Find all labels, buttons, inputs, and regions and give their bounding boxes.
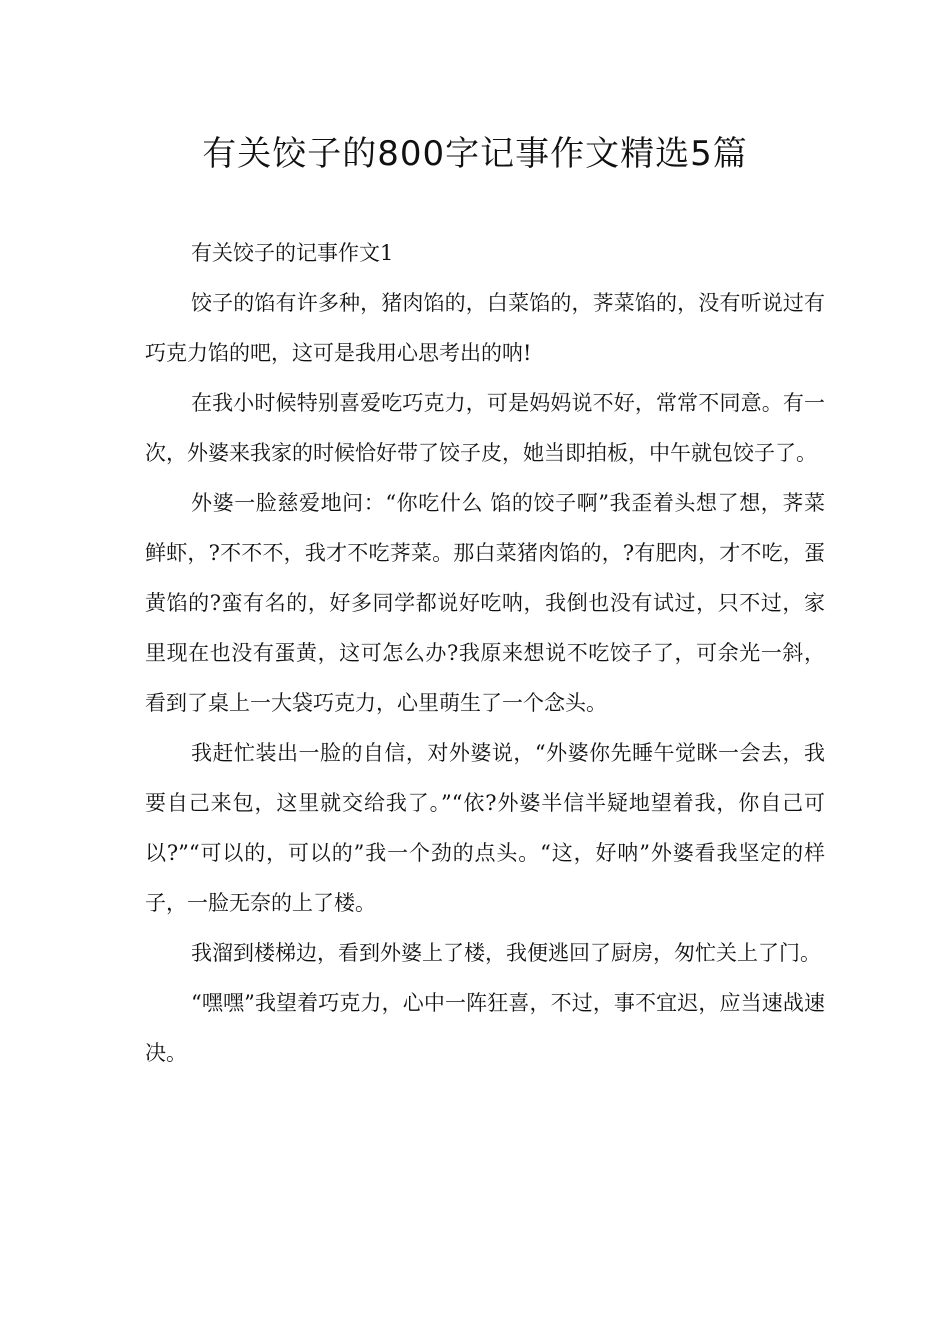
paragraph-5: 我溜到楼梯边，看到外婆上了楼，我便逃回了厨房，匆忙关上了门。 <box>191 941 821 965</box>
paragraph-3: 外婆一脸慈爱地问：“你吃什么 馅的饺子啊”我歪着头想了想，荠菜鲜虾，?不不不，我才不吃荠菜。那白菜猪肉馅的，?有肥肉，才不吃，蛋黄馅的?蛮有名的，好多同学都说好吃呐，我倒也没有试过，只不过，家里现在也没有蛋黄，这可怎么办?我原来想说不吃饺子了，可余光一斜，看到了桌上一大袋巧克力，心里萌生了一个念头。 <box>145 491 825 715</box>
paragraph-2: 在我小时候特别喜爱吃巧克力，可是妈妈说不好，常常不同意。有一次，外婆来我家的时候恰好带了饺子皮，她当即拍板，中午就包饺子了。 <box>145 391 825 465</box>
document-body <box>145 228 825 1078</box>
paragraph-6: “嘿嘿”我望着巧克力，心中一阵狂喜，不过，事不宜迟，应当速战速决。 <box>145 991 825 1065</box>
paragraph-1: 饺子的馅有许多种，猪肉馅的，白菜馅的，荠菜馅的，没有听说过有巧克力馅的吧，这可是我用心思考出的呐! <box>145 291 825 365</box>
section-heading: 有关饺子的记事作文1 <box>191 241 394 265</box>
paragraph-4: 我赶忙装出一脸的自信，对外婆说，“外婆你先睡午觉眯一会去，我要自己来包，这里就交给我了。”“依?外婆半信半疑地望着我，你自己可以?”“可以的，可以的”我一个劲的点头。“这，好呐”外婆看我坚定的样子，一脸无奈的上了楼。 <box>145 741 825 915</box>
document-title: 有关饺子的800字记事作文精选5篇 <box>202 134 748 174</box>
